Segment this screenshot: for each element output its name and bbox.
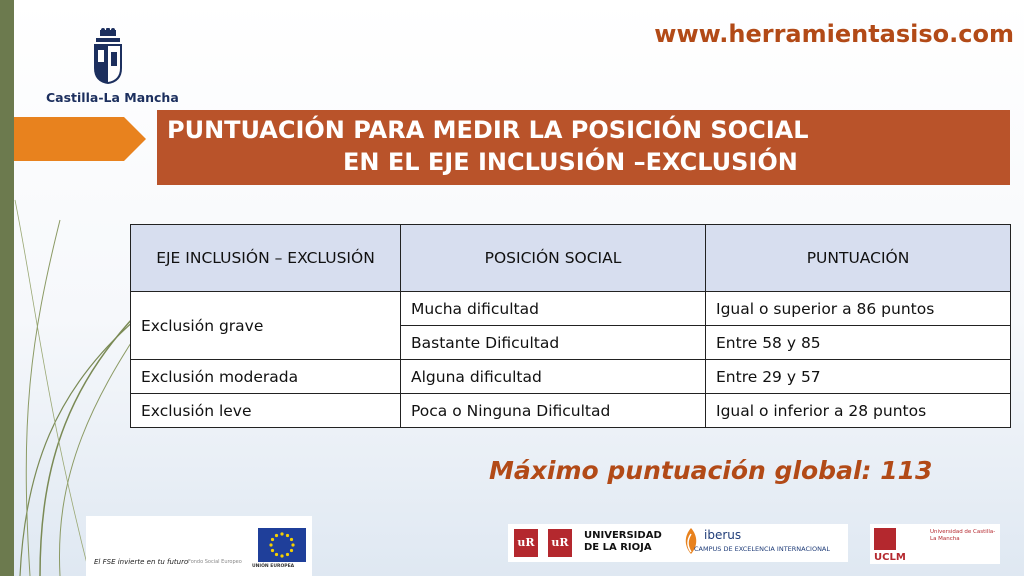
castilla-la-mancha-text: Castilla-La Mancha <box>46 90 179 105</box>
title-banner <box>157 110 1010 185</box>
header-cell-position: POSICIÓN SOCIAL <box>401 225 706 292</box>
axis-cell: Exclusión moderada <box>131 360 401 394</box>
uclm-logo <box>870 524 1000 564</box>
uclm-name: UCLM <box>874 552 906 563</box>
iberus-subtitle: CAMPUS DE EXCELENCIA INTERNACIONAL <box>694 545 831 553</box>
header-cell-score: PUNTUACIÓN <box>706 225 1011 292</box>
fse-logo <box>86 516 312 576</box>
position-cell: Mucha dificultad <box>401 292 706 326</box>
ur-mark: uR <box>548 529 572 557</box>
uclm-subtitle: Universidad de Castilla-La Mancha <box>930 529 996 542</box>
score-cell: Igual o superior a 86 puntos <box>706 292 1011 326</box>
score-cell: Entre 58 y 85 <box>706 326 1011 360</box>
table-row <box>131 394 1011 428</box>
axis-cell: Exclusión leve <box>131 394 401 428</box>
header-cell-axis: EJE INCLUSIÓN – EXCLUSIÓN <box>131 225 401 292</box>
eu-flag-icon <box>258 528 306 562</box>
table-row <box>131 360 1011 394</box>
uclm-mark <box>874 528 896 550</box>
position-cell: Poca o Ninguna Dificultad <box>401 394 706 428</box>
universidad-la-rioja-logo <box>508 524 848 562</box>
score-cell: Entre 29 y 57 <box>706 360 1011 394</box>
axis-cell: Exclusión grave <box>131 292 401 360</box>
ur-mark: uR <box>514 529 538 557</box>
table-header-row <box>131 225 1011 292</box>
title-line-1: PUNTUACIÓN PARA MEDIR LA POSICIÓN SOCIAL <box>167 116 809 144</box>
max-score-text: Máximo puntuación global: 113 <box>489 456 933 485</box>
fse-fund-label: Fondo Social Europeo <box>188 559 242 565</box>
ur-name: UNIVERSIDAD DE LA RIOJA <box>584 530 662 553</box>
arrow-icon <box>14 117 146 161</box>
fse-motto: El FSE invierte en tu futuro <box>94 558 189 566</box>
title-line-2: EN EL EJE INCLUSIÓN –EXCLUSIÓN <box>343 148 798 176</box>
score-table <box>130 224 1011 428</box>
table-row <box>131 292 1011 326</box>
score-cell: Igual o inferior a 28 puntos <box>706 394 1011 428</box>
website-link[interactable]: www.herramientasiso.com <box>654 20 1014 48</box>
castilla-la-mancha-crest-icon <box>90 28 126 86</box>
castilla-la-mancha-logo <box>46 28 179 108</box>
position-cell: Bastante Dificultad <box>401 326 706 360</box>
position-cell: Alguna dificultad <box>401 360 706 394</box>
eu-label: UNIÓN EUROPEA <box>252 564 295 569</box>
iberus-name: iberus <box>704 528 742 542</box>
